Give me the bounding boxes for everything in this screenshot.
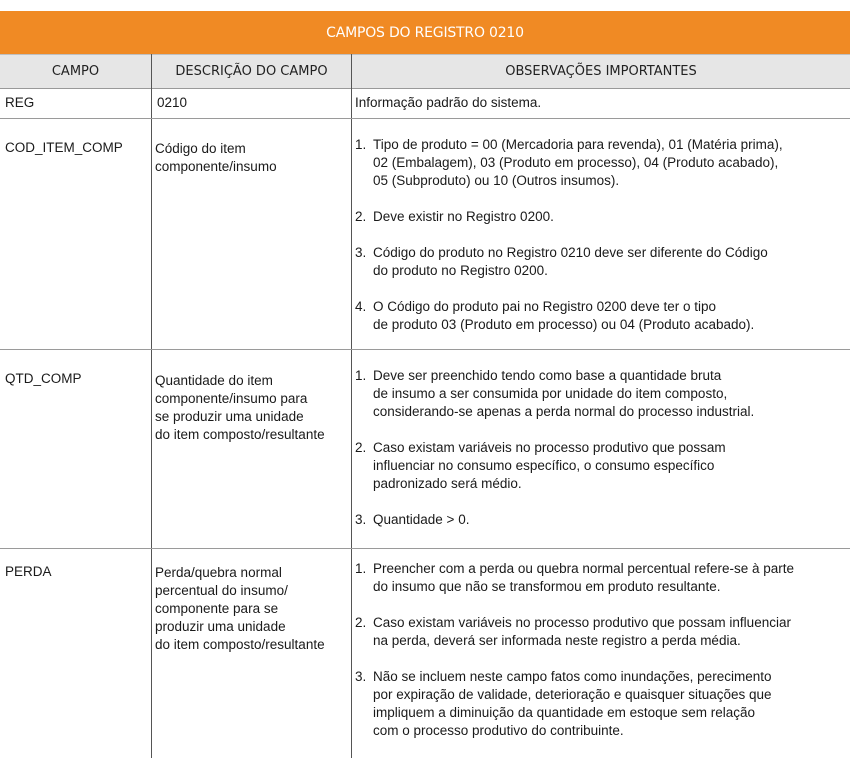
- list-item-number: 3.: [355, 512, 367, 527]
- list-item-text: Tipo de produto = 00 (Mercadoria para revenda), 01 (Matéria prima), 02 (Embalagem), 03 (Produto em processo), 04 (Produto acabado), 05 (Subproduto) ou 10 (Outros insumos).: [373, 137, 783, 188]
- table-row-campo: PERDA: [5, 564, 52, 579]
- table-title: CAMPOS DO REGISTRO 0210: [0, 11, 850, 54]
- obs-list: [355, 560, 845, 740]
- table-row-descricao: Código do item componente/insumo: [155, 141, 277, 174]
- table-row-observacao: Informação padrão do sistema.: [355, 95, 542, 110]
- list-item-text: Preencher com a perda ou quebra normal percentual refere-se à parte do insumo que não se transformou em produto resultante.: [373, 561, 794, 594]
- header-campo: CAMPO: [51, 64, 100, 79]
- list-item-number: 2.: [355, 615, 367, 630]
- table-row-campo: REG: [5, 95, 35, 110]
- list-item: [355, 439, 845, 493]
- table-row-campo: QTD_COMP: [5, 371, 82, 386]
- obs-list: [355, 136, 845, 334]
- list-item-number: 4.: [355, 299, 367, 314]
- header-row: [0, 54, 850, 89]
- column-divider: [351, 54, 352, 758]
- header-descricao: DESCRIÇÃO DO CAMPO: [175, 64, 328, 79]
- list-item-text: O Código do produto pai no Registro 0200 deve ter o tipo de produto 03 (Produto em processo) ou 04 (Produto acabado).: [373, 299, 755, 332]
- list-item: [355, 614, 845, 650]
- row-divider: [0, 548, 850, 549]
- list-item-number: 1.: [355, 368, 367, 383]
- list-item-text: Não se incluem neste campo fatos como inundações, perecimento por expiração de validade, deterioração e quaisquer situações que impliquem a diminuição da quantidade em estoque sem relação com o processo produtivo do contribuinte.: [373, 669, 772, 738]
- column-divider: [151, 54, 152, 758]
- list-item: [355, 244, 845, 280]
- list-item-text: Caso existam variáveis no processo produtivo que possam influenciar no consumo específico, o consumo específico padronizado será médio.: [373, 440, 726, 491]
- table-row-descricao: 0210: [157, 95, 188, 110]
- header-observacoes: OBSERVAÇÕES IMPORTANTES: [505, 64, 697, 79]
- table-row-campo: COD_ITEM_COMP: [5, 140, 123, 155]
- list-item-number: 2.: [355, 209, 367, 224]
- list-item-number: 1.: [355, 561, 367, 576]
- list-item-number: 1.: [355, 137, 367, 152]
- list-item-text: Código do produto no Registro 0210 deve ser diferente do Código do produto no Registro 0200.: [373, 245, 768, 278]
- list-item-number: 3.: [355, 245, 367, 260]
- list-item-number: 3.: [355, 669, 367, 684]
- row-divider: [0, 118, 850, 119]
- table-row-observacoes: [355, 367, 845, 547]
- table-row-descricao: Quantidade do item componente/insumo para se produzir uma unidade do item composto/resultante: [155, 373, 325, 442]
- list-item: [355, 668, 845, 740]
- list-item: [355, 208, 845, 226]
- table-row-observacoes: [355, 136, 845, 352]
- obs-list: [355, 367, 845, 529]
- list-item: [355, 560, 845, 596]
- table-row-observacoes: [355, 560, 845, 758]
- list-item: [355, 511, 845, 529]
- table-row-descricao: Perda/quebra normal percentual do insumo/ componente para se produzir uma unidade do item composto/resultante: [155, 565, 325, 652]
- list-item-text: Caso existam variáveis no processo produtivo que possam influenciar na perda, deverá ser informada neste registro a perda média.: [373, 615, 791, 648]
- list-item: [355, 136, 845, 190]
- list-item-text: Deve existir no Registro 0200.: [373, 209, 554, 224]
- list-item: [355, 298, 845, 334]
- list-item-number: 2.: [355, 440, 367, 455]
- list-item: [355, 367, 845, 421]
- list-item-text: Quantidade > 0.: [373, 512, 470, 527]
- list-item-text: Deve ser preenchido tendo como base a quantidade bruta de insumo a ser consumida por unidade do item composto, considerando-se apenas a perda normal do processo industrial.: [373, 368, 755, 419]
